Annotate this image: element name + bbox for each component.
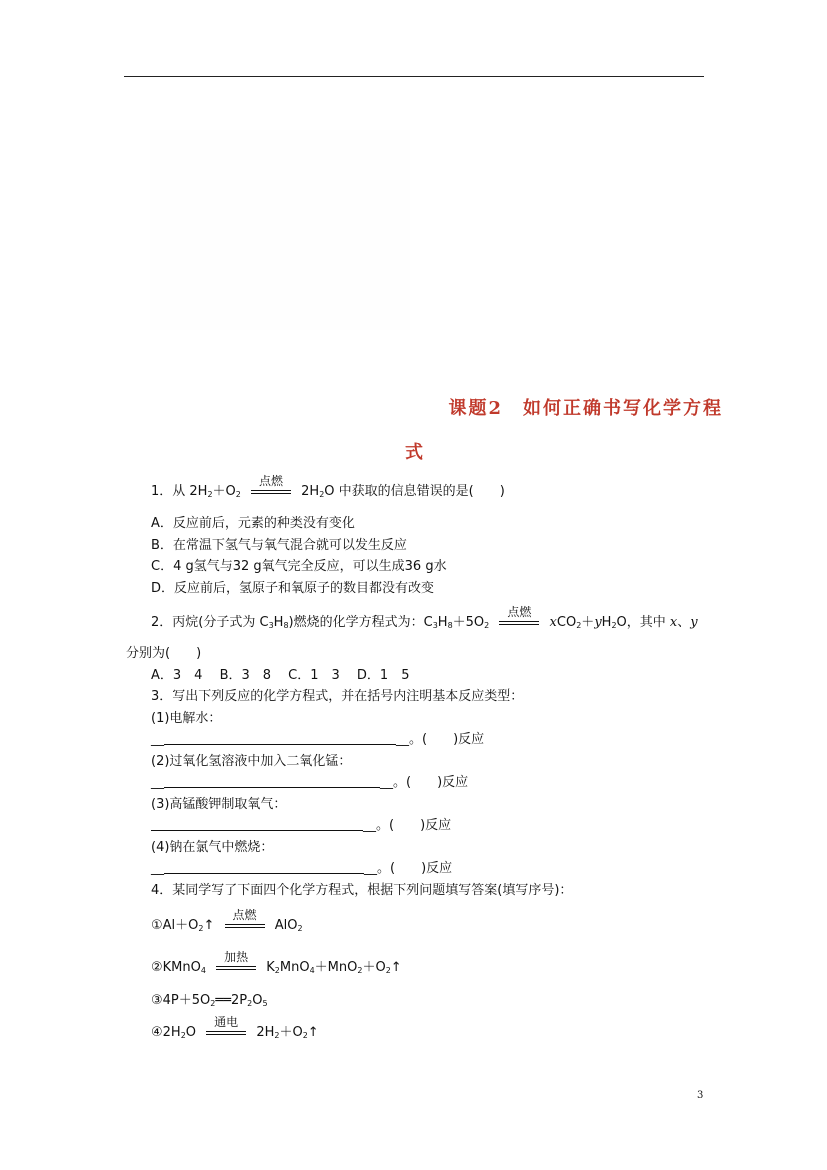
reaction-condition: 通电 — [206, 1030, 246, 1035]
q3-item-2-label: (2)过氧化氢溶液中加入二氧化锰： — [151, 754, 352, 769]
q1-option-d: D．反应前后，氢原子和氧原子的数目都没有改变 — [151, 581, 435, 596]
q2-stem-continued: 分别为( ) — [126, 646, 202, 661]
answer-blank[interactable] — [164, 732, 396, 745]
q3-item-2-answer: __ __。( )反应 — [151, 775, 469, 790]
q2-stem: 2．丙烷(分子式为 $C_3H_8$)燃烧的化学方程式为：$C_3H_8+5O_2$ 点燃 $xCO_2+yH_2O$，其中 x、y — [151, 605, 698, 630]
q3-item-1-label: (1)电解水： — [151, 711, 222, 726]
gas-arrow-icon: ↑ — [390, 960, 402, 975]
header-rule — [124, 76, 704, 77]
q3-item-1-answer: __ __。( )反应 — [151, 732, 485, 747]
q3-item-3-label: (3)高锰酸钾制取氧气： — [151, 797, 287, 812]
q3-stem: 3．写出下列反应的化学方程式，并在括号内注明基本反应类型： — [151, 689, 524, 704]
q1-option-a: A．反应前后，元素的种类没有变化 — [151, 516, 355, 531]
reaction-condition: 加热 — [216, 965, 256, 970]
page-number: 3 — [697, 1090, 704, 1101]
q4-stem: 4．某同学写了下面四个化学方程式，根据下列问题填写答案(填写序号)： — [151, 883, 573, 898]
q4-equation-4: $④2H_2O$ 通电 $2H_2+O_2↑$ — [151, 1015, 319, 1040]
reaction-condition: 点燃 — [251, 489, 291, 494]
q1-stem: 1．从 $2H_2+O_2$ 点燃 $2H_2O$ 中获取的信息错误的是( ) — [151, 474, 505, 499]
reaction-condition: 点燃 — [499, 620, 539, 625]
q1-option-b: B．在常温下氢气与氧气混合就可以发生反应 — [151, 538, 407, 553]
answer-blank[interactable] — [151, 818, 363, 831]
gas-arrow-icon: ↑ — [307, 1025, 319, 1040]
q4-equation-3: $③4P+5O_2══2P_2O_5$ — [151, 993, 268, 1008]
answer-blank[interactable] — [164, 775, 380, 788]
q3-item-3-answer: __。( )反应 — [151, 818, 451, 834]
blank-area — [150, 130, 410, 330]
gas-arrow-icon: ↑ — [203, 918, 215, 933]
q4-equation-2: ②KMnO$_4$ 加热 $K_2MnO_4+MnO_2+O_2↑$ — [151, 950, 402, 975]
answer-blank[interactable] — [164, 861, 364, 874]
lesson-title: 课题2 如何正确书写化学方程 — [448, 398, 723, 419]
q1-option-c: C．4 g氢气与32 g氧气完全反应，可以生成36 g水 — [151, 559, 447, 574]
q2-options: A．3 4 B．3 8 C．1 3 D．1 5 — [151, 668, 410, 683]
reaction-condition: 点燃 — [225, 923, 265, 928]
q4-equation-1: $①Al+O_2↑$ 点燃 AlO$_2$ — [151, 908, 303, 933]
q3-item-4-answer: __ __。( )反应 — [151, 861, 453, 876]
lesson-title-continued: 式 — [405, 442, 423, 463]
q3-item-4-label: (4)钠在氯气中燃烧： — [151, 840, 274, 855]
